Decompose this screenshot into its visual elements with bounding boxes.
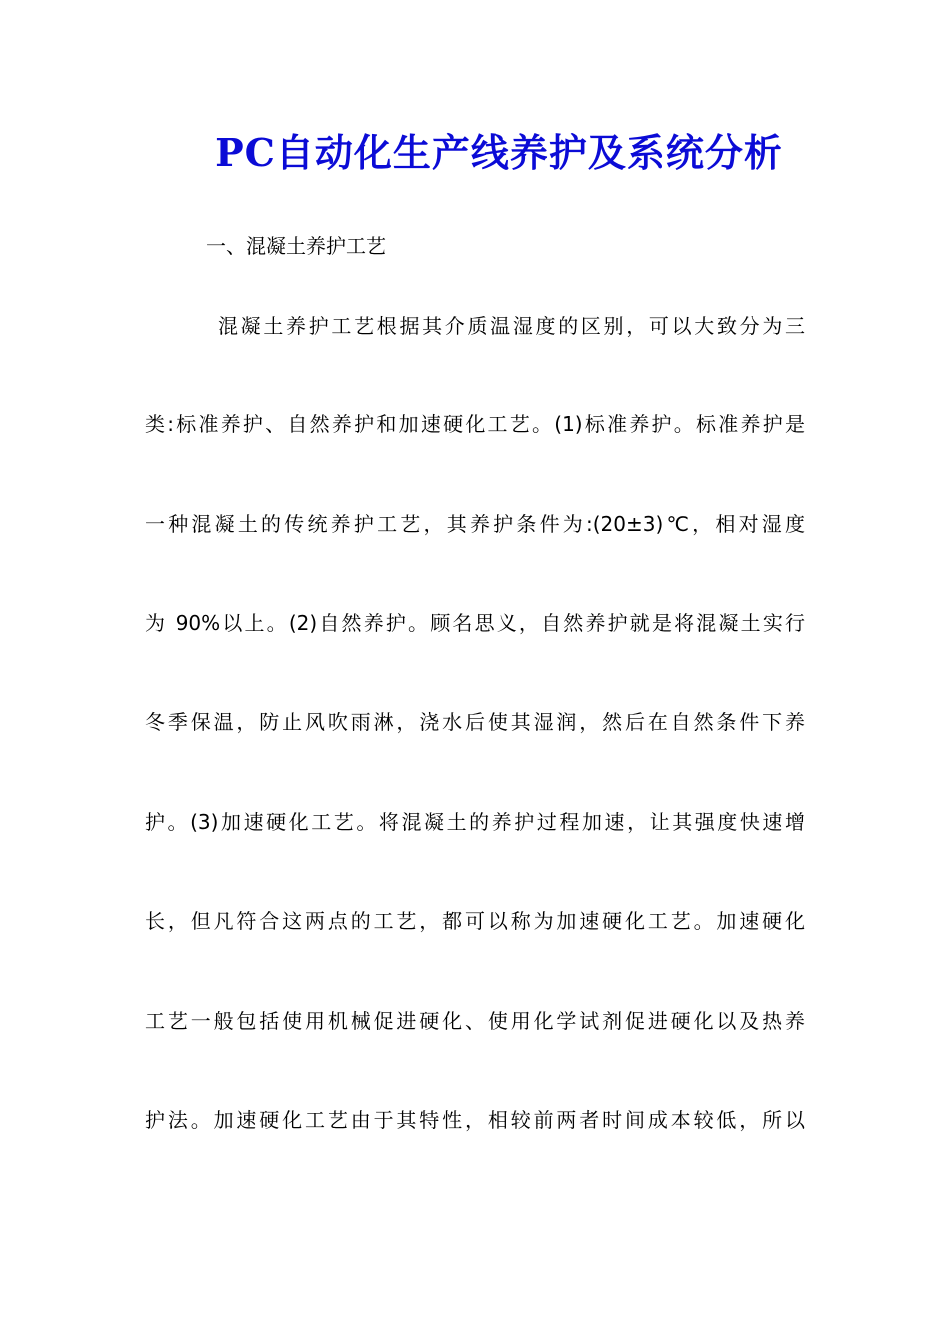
paragraph-line: 一种混凝土的传统养护工艺，其养护条件为:(20±3)℃，相对湿度: [145, 512, 805, 536]
paragraph-line: 混凝土养护工艺根据其介质温湿度的区别，可以大致分为三: [218, 314, 805, 338]
paragraph-line: 工艺一般包括使用机械促进硬化、使用化学试剂促进硬化以及热养: [145, 1009, 805, 1033]
paragraph-line: 为 90%以上。(2)自然养护。顾名思义，自然养护就是将混凝土实行: [145, 611, 805, 635]
paragraph-line: 护。(3)加速硬化工艺。将混凝土的养护过程加速，让其强度快速增: [145, 810, 805, 834]
paragraph-line: 长，但凡符合这两点的工艺，都可以称为加速硬化工艺。加速硬化: [145, 909, 805, 933]
paragraph-line: 冬季保温，防止风吹雨淋，浇水后使其湿润，然后在自然条件下养: [145, 710, 805, 734]
document-title: PC自动化生产线养护及系统分析: [215, 130, 783, 175]
paragraph-line: 护法。加速硬化工艺由于其特性，相较前两者时间成本较低，所以: [145, 1108, 805, 1132]
paragraph-line: 类:标准养护、自然养护和加速硬化工艺。(1)标准养护。标准养护是: [145, 412, 805, 436]
section-heading: 一、混凝土养护工艺: [206, 234, 386, 258]
